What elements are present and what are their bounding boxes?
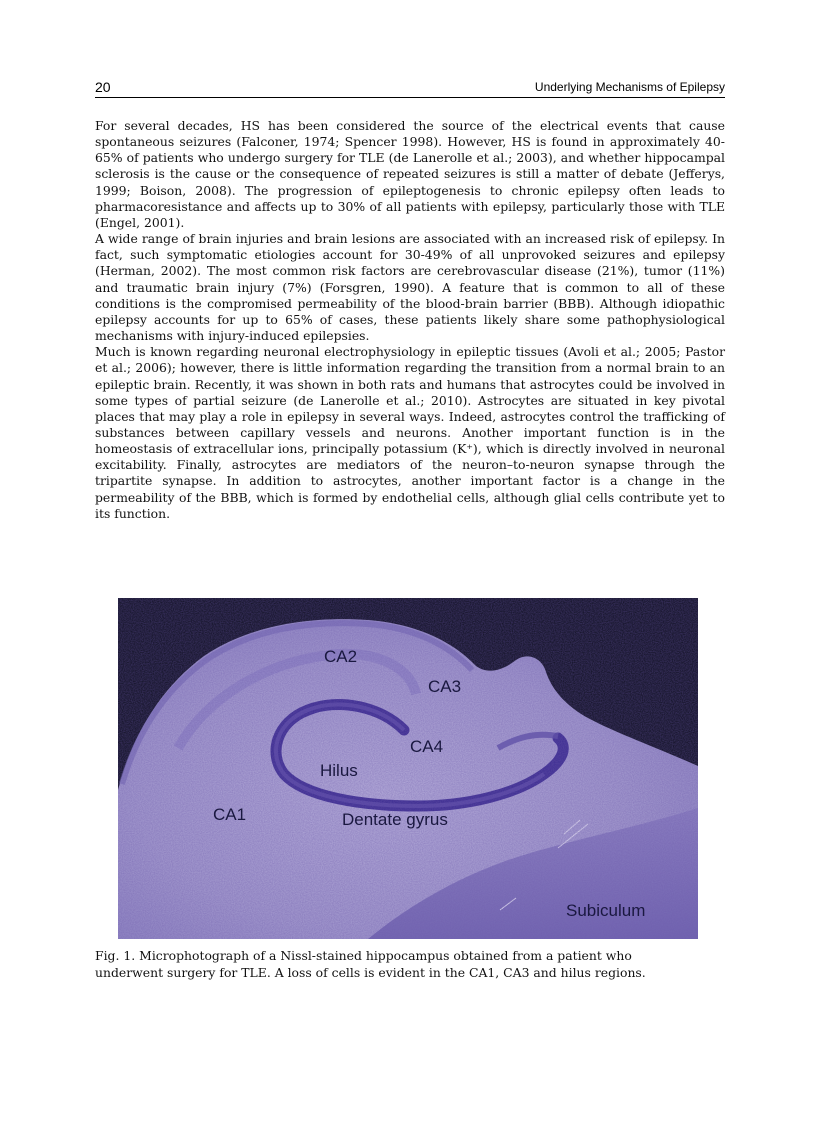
page-number: 20 xyxy=(95,79,111,95)
label-ca1: CA1 xyxy=(213,805,247,824)
body-text xyxy=(95,118,725,522)
paragraph: Much is known regarding neuronal electrophysiology in epileptic tissues (Avoli et al.; 2005; Pastor et al.; 2006); however, there is little information regarding the transition from a normal brain to an epileptic brain. Recently, it was shown in both rats and humans that astrocytes could be involved in some types of partial seizure (de Lanerolle et al.; 2010). Astrocytes are situated in key pivotal places that may play a role in epilepsy in several ways. Indeed, astrocytes control the trafficking of substances between capillary vessels and neurons. Another important function is in the homeostasis of extracellular ions, principally potassium (K⁺), which is directly involved in neuronal excitability. Finally, astrocytes are mediators of the neuron–to-neuron synapse through the tripartite synapse. In addition to astrocytes, another important factor is a change in the permeability of the BBB, which is formed by endothelial cells, although glial cells contribute yet to its function. xyxy=(95,344,725,521)
label-dentate-gyrus: Dentate gyrus xyxy=(342,810,448,829)
hippocampus-micrograph xyxy=(118,598,698,939)
label-subiculum: Subiculum xyxy=(566,901,646,920)
running-header xyxy=(95,79,725,98)
label-ca4: CA4 xyxy=(410,737,444,756)
running-title: Underlying Mechanisms of Epilepsy xyxy=(534,80,725,94)
grain-texture xyxy=(118,598,698,939)
label-ca2: CA2 xyxy=(324,647,358,666)
paragraph: For several decades, HS has been considered the source of the electrical events that cause spontaneous seizures (Falconer, 1974; Spencer 1998). However, HS is found in approximately 40-65% of patients who undergo surgery for TLE (de Lanerolle et al.; 2003), and whether hippocampal sclerosis is the cause or the consequence of repeated seizures is still a matter of debate (Jefferys, 1999; Boison, 2008). The progression of epileptogenesis to chronic epilepsy often leads to pharmacoresistance and affects up to 30% of all patients with epilepsy, particularly those with TLE (Engel, 2001). xyxy=(95,118,725,230)
label-ca3: CA3 xyxy=(428,677,462,696)
figure-caption xyxy=(95,947,725,981)
caption-line: underwent surgery for TLE. A loss of cells is evident in the CA1, CA3 and hilus regions. xyxy=(95,965,646,980)
label-hilus: Hilus xyxy=(320,761,358,780)
paragraph: A wide range of brain injuries and brain lesions are associated with an increased risk of epilepsy. In fact, such symptomatic etiologies account for 30-49% of all unprovoked seizures and epilepsy (Herman, 2002). The most common risk factors are cerebrovascular disease (21%), tumor (11%) and traumatic brain injury (7%) (Forsgren, 1990). A feature that is common to all of these conditions is the compromised permeability of the blood-brain barrier (BBB). Although idiopathic epilepsy accounts for up to 65% of cases, these patients likely share some pathophysiological mechanisms with injury-induced epilepsies. xyxy=(95,231,725,344)
caption-line: Fig. 1. Microphotograph of a Nissl-stained hippocampus obtained from a patient who xyxy=(95,948,632,963)
